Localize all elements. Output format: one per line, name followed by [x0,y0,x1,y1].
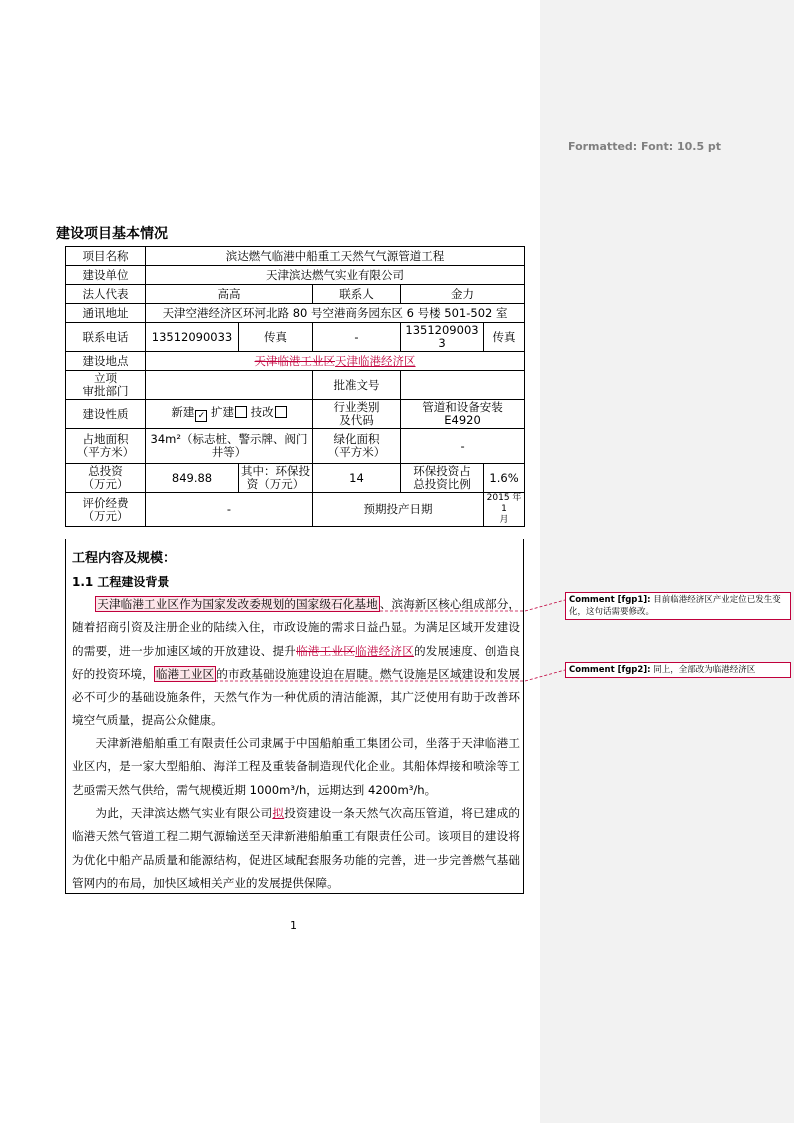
p1-part-h: 的市政基础设施建设迫在眉睫。燃气设施是区域建设和发展必不可少的基础设施条件，天然气作为一种优质的清洁能源，其广泛使用有助于改善环境空气质量，提高公众健康。 [72,666,520,728]
contact-label: 联系人 [313,285,401,304]
comment-balloon-1[interactable] [565,592,791,620]
approval-doc-label: 批准文号 [313,371,401,400]
project-name: 滨达燃气临港中船重工天然气气源管道工程 [146,247,525,266]
approval-dept-label-line2: 审批部门 [82,384,129,398]
industry-line2: E4920 [444,413,481,427]
env-ratio-label-line2: 总投资比例 [413,477,471,491]
p2-text: 天津新港船舶重工有限责任公司隶属于中国船舶重工集团公司，坐落于天津临港工业区内，是一家大型船舶、海洋工程及重装备制造现代化企业。其船体焊接和喷涂等工艺亟需天然气供给，需气规模近期 1000m³/h，远期达到 4200m³/h。 [72,736,520,797]
invest-label-line2: （万元） [82,477,129,491]
p1-part-c: 、滨海新区核心组成部分，随着招商引资及注册企业的陆续入住，市政设施的需求日益凸显。为满足区域开发建设的需要，进一步加速区域的开放建设、提升 [72,597,520,658]
postcode: 13512090033 [401,323,484,352]
review-fee: - [146,493,313,527]
industry-label-line1: 行业类别 [333,400,380,414]
fax: - [313,323,401,352]
area-line2: 井等） [211,445,247,459]
comment-anchor-2[interactable]: 临港工业区 [155,666,215,681]
p3-inserted-text: 拟 [272,806,285,820]
fax-label: 传真 [239,323,313,352]
unit: 天津滨达燃气实业有限公司 [146,266,525,285]
green-label-line2: （平方米） [327,445,386,459]
p1-part-a: 天津临港工业区 [97,597,180,611]
industry-line1: 管道和设备安装 [422,400,503,414]
page-number: 1 [290,919,297,932]
section-title: 建设项目基本情况 [56,226,168,242]
nature-expand-label: 扩建 [211,405,234,419]
location-label: 建设地点 [66,352,146,371]
invest-label-line1: 总投资 [88,464,123,478]
p1-part-b: 作为国家发改委规划的国家级石化基地 [179,597,378,611]
unit-label: 建设单位 [66,266,146,285]
comment-connector-2 [215,670,565,681]
address-label: 通讯地址 [66,304,146,323]
area-line1: 34m²（标志桩、警示牌、阀门 [150,432,308,446]
env-ratio-label-line1: 环保投资占 [413,464,471,478]
comment-2-text: 同上，全部改为临港经济区 [653,665,756,675]
start-date-line2: 月 [499,515,509,525]
comment-2-head: Comment [fgp2]: [569,665,651,675]
green: - [401,429,525,464]
nature-new-checkbox[interactable]: ✓ [195,410,207,422]
comment-1-text: 目前临港经济区产业定位已发生变化，这句话需要修改。 [569,595,781,617]
env-ratio: 1.6% [484,464,525,493]
p3-part-c: 投资建设一条天然气次高压管道，将已建成的临港天然气管道工程二期气源输送至天津新港船舶重工有限责任公司。该项目的建设将为优化中船产品质量和能源结构，促进区域配套服务功能的完善，进一步完善燃气基础管网内的布局，加快区域相关产业的发展提供保障。 [72,806,520,890]
p3-part-a: 为此，天津滨达燃气实业有限公司 [95,806,273,820]
content-subtitle: 1.1 工程建设背景 [72,575,170,589]
p1-inserted-text: 临港经济区 [355,643,415,658]
p1-deleted-text: 临港工业区 [296,643,356,658]
p1-part-f: 的发展速度、创造良好的投资环境， [72,643,520,681]
margin-format-label: Formatted: Font: 10.5 pt [568,140,722,153]
start-date-label: 预期投产日期 [313,493,484,527]
address: 天津空港经济区环河北路 80 号空港商务园东区 6 号楼 501-502 室 [146,304,525,323]
legal-rep: 高高 [146,285,313,304]
location-deleted-text: 天津临港工业区 [254,353,336,368]
env-invest-label-line1: 其中：环保投 [241,464,310,478]
project-name-label: 项目名称 [66,247,146,266]
env-invest-label-line2: 资（万元） [246,477,305,491]
area-label-line1: 占地面积 [82,432,129,446]
review-fee-label-line1: 评价经费 [82,495,129,510]
legal-rep-label: 法人代表 [66,285,146,304]
industry-label-line2: 及代码 [339,413,374,427]
start-date-line1: 2015 年 1 [486,493,522,514]
comment-connector-1 [380,600,565,611]
approval-dept-label-line1: 立项 [94,371,117,385]
location-inserted-text: 天津临港经济区 [335,353,416,368]
content-title: 工程内容及规模： [72,551,177,566]
invest: 849.88 [146,464,239,493]
contact: 金力 [401,285,525,304]
nature-new-label: 新建 [171,405,195,419]
comment-balloon-2[interactable] [565,662,791,678]
review-fee-label-line2: （万元） [82,508,129,523]
nature-label: 建设性质 [66,400,146,429]
comment-1-head: Comment [fgp1]: [569,595,651,605]
area-label-line2: （平方米） [76,445,135,459]
phone: 13512090033 [146,323,239,352]
nature-tech-label: 技改 [250,405,274,419]
fax-label-2: 传真 [484,323,525,352]
green-label-line1: 绿化面积 [333,432,380,446]
env-invest: 14 [313,464,401,493]
phone-label: 联系电话 [66,323,146,352]
